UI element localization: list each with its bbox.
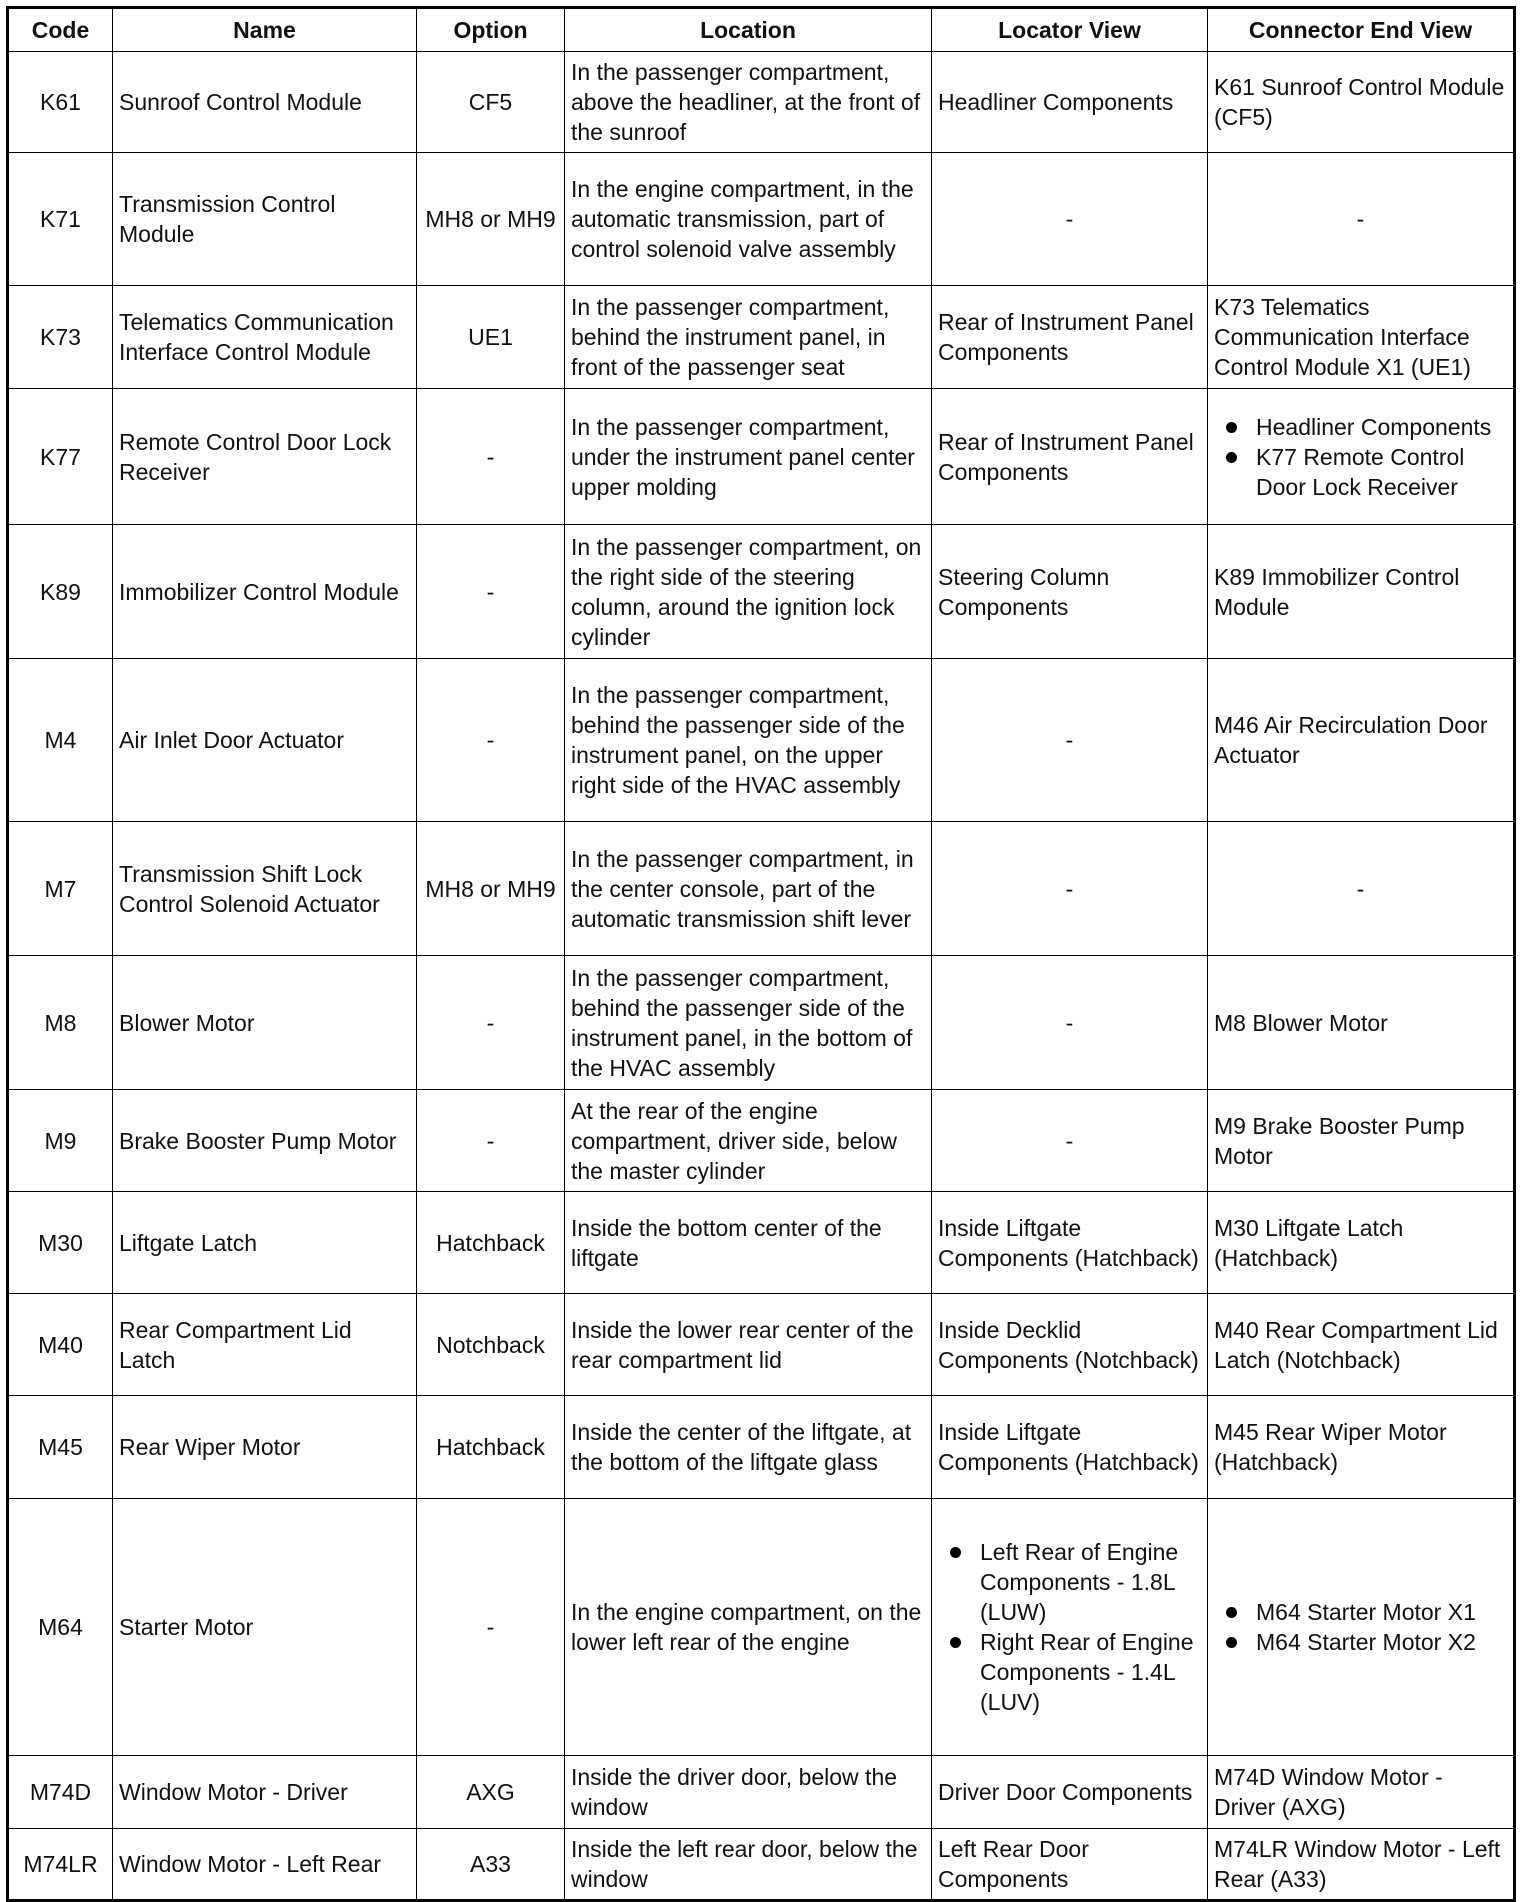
locator-view-cell: Left Rear Door Components xyxy=(932,1829,1208,1901)
header-location: Location xyxy=(565,8,932,52)
option-cell: - xyxy=(417,956,565,1090)
component-table xyxy=(6,6,1516,1902)
code-cell: K71 xyxy=(8,153,113,286)
header-locator-view: Locator View xyxy=(932,8,1208,52)
code-cell: K77 xyxy=(8,389,113,525)
name-cell: Sunroof Control Module xyxy=(113,52,417,153)
locator-view-cell: - xyxy=(932,956,1208,1090)
code-cell: M4 xyxy=(8,659,113,822)
table-row xyxy=(8,52,1515,153)
table-row xyxy=(8,389,1515,525)
code-cell: K89 xyxy=(8,525,113,659)
option-cell: - xyxy=(417,1499,565,1756)
location-cell: In the engine compartment, in the automatic transmission, part of control solenoid valve assembly xyxy=(565,153,932,286)
name-cell: Telematics Communication Interface Control Module xyxy=(113,286,417,389)
name-cell: Starter Motor xyxy=(113,1499,417,1756)
name-cell: Rear Wiper Motor xyxy=(113,1396,417,1499)
list-item: Left Rear of Engine Components - 1.8L (LUW) xyxy=(980,1537,1201,1627)
header-connector-end-view: Connector End View xyxy=(1208,8,1515,52)
option-cell: - xyxy=(417,525,565,659)
connector-view-cell: - xyxy=(1208,153,1515,286)
name-cell: Liftgate Latch xyxy=(113,1192,417,1294)
name-cell: Window Motor - Driver xyxy=(113,1756,417,1829)
name-cell: Rear Compartment Lid Latch xyxy=(113,1294,417,1396)
location-cell: In the engine compartment, on the lower left rear of the engine xyxy=(565,1499,932,1756)
table-row xyxy=(8,1756,1515,1829)
connector-view-cell: K61 Sunroof Control Module (CF5) xyxy=(1208,52,1515,153)
option-cell: CF5 xyxy=(417,52,565,153)
code-cell: M74D xyxy=(8,1756,113,1829)
location-cell: Inside the lower rear center of the rear compartment lid xyxy=(565,1294,932,1396)
option-cell: A33 xyxy=(417,1829,565,1901)
option-cell: MH8 or MH9 xyxy=(417,822,565,956)
name-cell: Immobilizer Control Module xyxy=(113,525,417,659)
table-row xyxy=(8,525,1515,659)
list-item: K77 Remote Control Door Lock Receiver xyxy=(1256,442,1507,502)
name-cell: Window Motor - Left Rear xyxy=(113,1829,417,1901)
connector-view-cell: K89 Immobilizer Control Module xyxy=(1208,525,1515,659)
table-row xyxy=(8,659,1515,822)
locator-view-cell: Rear of Instrument Panel Components xyxy=(932,389,1208,525)
code-cell: M64 xyxy=(8,1499,113,1756)
name-cell: Air Inlet Door Actuator xyxy=(113,659,417,822)
name-cell: Transmission Shift Lock Control Solenoid Actuator xyxy=(113,822,417,956)
header-row xyxy=(8,8,1515,52)
header-code: Code xyxy=(8,8,113,52)
option-cell: MH8 or MH9 xyxy=(417,153,565,286)
table-row xyxy=(8,1829,1515,1901)
connector-list xyxy=(1214,412,1507,502)
location-cell: At the rear of the engine compartment, driver side, below the master cylinder xyxy=(565,1090,932,1192)
code-cell: M30 xyxy=(8,1192,113,1294)
option-cell: Hatchback xyxy=(417,1192,565,1294)
locator-view-cell: Inside Liftgate Components (Hatchback) xyxy=(932,1396,1208,1499)
header-option: Option xyxy=(417,8,565,52)
locator-view-cell: - xyxy=(932,1090,1208,1192)
locator-view-cell: Rear of Instrument Panel Components xyxy=(932,286,1208,389)
option-cell: - xyxy=(417,389,565,525)
list-item: Headliner Components xyxy=(1256,412,1507,442)
connector-view-cell: K73 Telematics Communication Interface Control Module X1 (UE1) xyxy=(1208,286,1515,389)
table-row xyxy=(8,1090,1515,1192)
table-row xyxy=(8,1499,1515,1756)
connector-view-cell: M40 Rear Compartment Lid Latch (Notchback) xyxy=(1208,1294,1515,1396)
location-cell: In the passenger compartment, behind the passenger side of the instrument panel, in the bottom of the HVAC assembly xyxy=(565,956,932,1090)
name-cell: Transmission Control Module xyxy=(113,153,417,286)
locator-list xyxy=(938,1537,1201,1717)
option-cell: - xyxy=(417,1090,565,1192)
code-cell: M40 xyxy=(8,1294,113,1396)
locator-view-cell: - xyxy=(932,153,1208,286)
connector-view-cell: M45 Rear Wiper Motor (Hatchback) xyxy=(1208,1396,1515,1499)
locator-view-cell: - xyxy=(932,659,1208,822)
table-row xyxy=(8,286,1515,389)
name-cell: Blower Motor xyxy=(113,956,417,1090)
name-cell: Remote Control Door Lock Receiver xyxy=(113,389,417,525)
header-name: Name xyxy=(113,8,417,52)
connector-view-cell xyxy=(1208,389,1515,525)
table-row xyxy=(8,1396,1515,1499)
location-cell: In the passenger compartment, in the center console, part of the automatic transmission shift lever xyxy=(565,822,932,956)
table-row xyxy=(8,956,1515,1090)
locator-view-cell: Inside Decklid Components (Notchback) xyxy=(932,1294,1208,1396)
connector-view-cell: - xyxy=(1208,822,1515,956)
locator-view-cell: - xyxy=(932,822,1208,956)
location-cell: Inside the driver door, below the window xyxy=(565,1756,932,1829)
location-cell: In the passenger compartment, on the right side of the steering column, around the ignition lock cylinder xyxy=(565,525,932,659)
locator-view-cell: Steering Column Components xyxy=(932,525,1208,659)
locator-view-cell: Inside Liftgate Components (Hatchback) xyxy=(932,1192,1208,1294)
location-cell: Inside the bottom center of the liftgate xyxy=(565,1192,932,1294)
option-cell: Notchback xyxy=(417,1294,565,1396)
connector-view-cell: M9 Brake Booster Pump Motor xyxy=(1208,1090,1515,1192)
connector-view-cell: M30 Liftgate Latch (Hatchback) xyxy=(1208,1192,1515,1294)
location-cell: In the passenger compartment, behind the passenger side of the instrument panel, on the upper right side of the HVAC assembly xyxy=(565,659,932,822)
code-cell: M74LR xyxy=(8,1829,113,1901)
code-cell: K73 xyxy=(8,286,113,389)
option-cell: - xyxy=(417,659,565,822)
list-item: Right Rear of Engine Components - 1.4L (LUV) xyxy=(980,1627,1201,1717)
code-cell: K61 xyxy=(8,52,113,153)
connector-view-cell xyxy=(1208,1499,1515,1756)
code-cell: M45 xyxy=(8,1396,113,1499)
code-cell: M8 xyxy=(8,956,113,1090)
table-row xyxy=(8,1192,1515,1294)
code-cell: M7 xyxy=(8,822,113,956)
option-cell: UE1 xyxy=(417,286,565,389)
locator-view-cell: Headliner Components xyxy=(932,52,1208,153)
locator-view-cell xyxy=(932,1499,1208,1756)
table-row xyxy=(8,1294,1515,1396)
location-cell: Inside the left rear door, below the window xyxy=(565,1829,932,1901)
connector-list xyxy=(1214,1597,1507,1657)
table-row xyxy=(8,153,1515,286)
option-cell: AXG xyxy=(417,1756,565,1829)
location-cell: In the passenger compartment, under the instrument panel center upper molding xyxy=(565,389,932,525)
location-cell: In the passenger compartment, behind the instrument panel, in front of the passenger seat xyxy=(565,286,932,389)
connector-view-cell: M74LR Window Motor - Left Rear (A33) xyxy=(1208,1829,1515,1901)
locator-view-cell: Driver Door Components xyxy=(932,1756,1208,1829)
connector-view-cell: M8 Blower Motor xyxy=(1208,956,1515,1090)
location-cell: Inside the center of the liftgate, at the bottom of the liftgate glass xyxy=(565,1396,932,1499)
list-item: M64 Starter Motor X2 xyxy=(1256,1627,1507,1657)
code-cell: M9 xyxy=(8,1090,113,1192)
name-cell: Brake Booster Pump Motor xyxy=(113,1090,417,1192)
connector-view-cell: M46 Air Recirculation Door Actuator xyxy=(1208,659,1515,822)
list-item: M64 Starter Motor X1 xyxy=(1256,1597,1507,1627)
connector-view-cell: M74D Window Motor - Driver (AXG) xyxy=(1208,1756,1515,1829)
option-cell: Hatchback xyxy=(417,1396,565,1499)
table-row xyxy=(8,822,1515,956)
location-cell: In the passenger compartment, above the headliner, at the front of the sunroof xyxy=(565,52,932,153)
